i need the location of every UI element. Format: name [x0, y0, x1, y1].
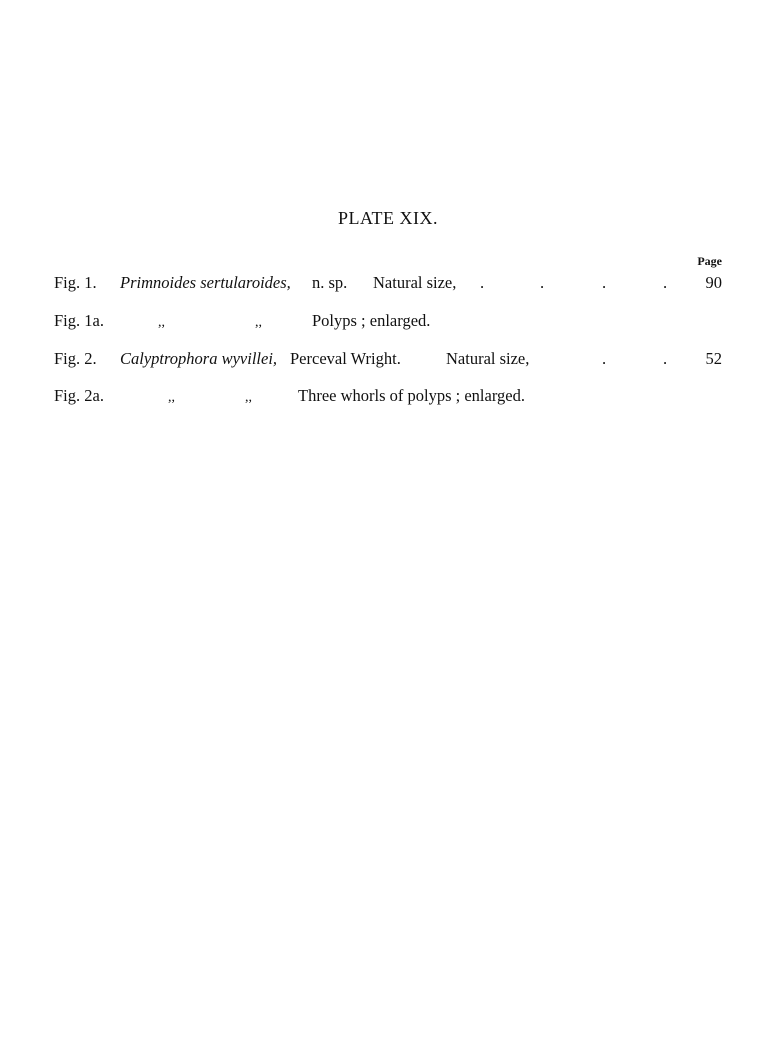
- ditto-mark: ,,: [158, 315, 165, 330]
- figure-entry: [0, 273, 776, 297]
- ditto-mark: ,,: [255, 315, 262, 330]
- figure-entry: [0, 311, 776, 335]
- figure-label: Fig. 2a.: [54, 386, 104, 405]
- species-authority: n. sp.: [312, 273, 348, 292]
- leader-dot: .: [540, 273, 545, 292]
- plate-title: PLATE XIX.: [338, 208, 438, 228]
- figure-caption: Natural size,: [446, 349, 530, 368]
- species-name: Primnoides sertularoides,: [120, 273, 291, 292]
- leader-dot: .: [602, 273, 607, 292]
- ditto-mark: ,,: [168, 390, 175, 405]
- species-name: Calyptrophora wyvillei,: [120, 349, 278, 368]
- figure-label: Fig. 2.: [54, 349, 97, 368]
- ditto-mark: ,,: [245, 390, 252, 405]
- leader-dot: .: [663, 349, 668, 368]
- figure-entry: [0, 349, 776, 373]
- page-number: 52: [705, 349, 722, 368]
- figure-caption: Three whorls of polyps ; enlarged.: [298, 386, 525, 405]
- page-number: 90: [705, 273, 722, 292]
- leader-dot: .: [480, 273, 485, 292]
- figure-caption: Polyps ; enlarged.: [312, 311, 431, 330]
- species-authority: Perceval Wright.: [290, 349, 401, 368]
- figure-caption: Natural size,: [373, 273, 457, 292]
- figure-entry: [0, 386, 776, 410]
- figure-label: Fig. 1.: [54, 273, 97, 292]
- page-column-header: Page: [697, 254, 722, 268]
- figure-label: Fig. 1a.: [54, 311, 104, 330]
- leader-dot: .: [663, 273, 668, 292]
- leader-dot: .: [602, 349, 607, 368]
